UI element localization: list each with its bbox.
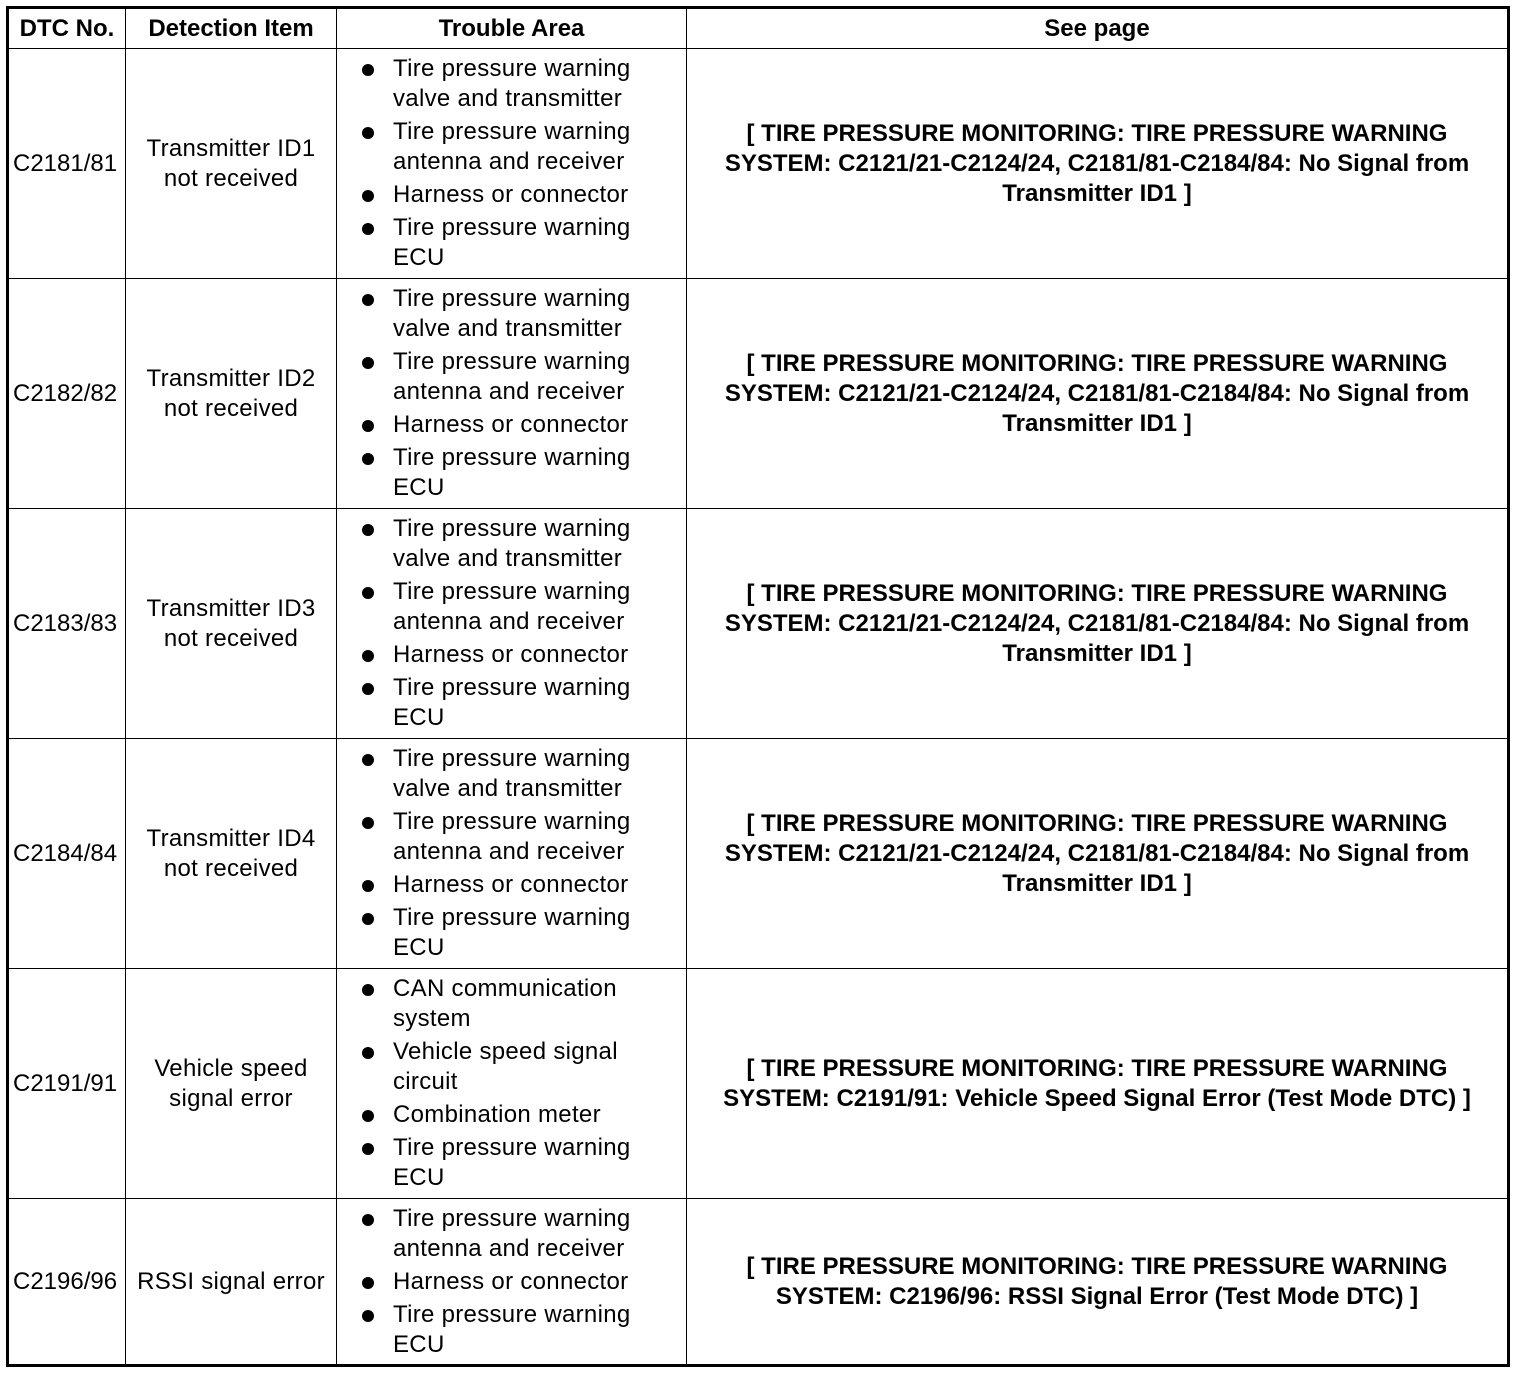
trouble-area-item: Tire pressure warning valve and transmitter bbox=[361, 744, 682, 804]
table-header bbox=[8, 8, 1509, 49]
trouble-area-item: Tire pressure warning ECU bbox=[361, 1133, 682, 1193]
dtc-code: C2184/84 bbox=[8, 739, 126, 969]
table-row bbox=[8, 509, 1509, 739]
trouble-area-list bbox=[361, 54, 682, 273]
detection-item: Transmitter ID3 not received bbox=[126, 509, 337, 739]
trouble-area bbox=[337, 49, 687, 279]
trouble-area-item: Tire pressure warning ECU bbox=[361, 903, 682, 963]
see-page-reference: [ TIRE PRESSURE MONITORING: TIRE PRESSURE WARNING SYSTEM: C2121/21-C2124/24, C2181/81-C2184/84: No Signal from Transmitter ID1 ] bbox=[687, 509, 1509, 739]
trouble-area-item: Tire pressure warning antenna and receiver bbox=[361, 577, 682, 637]
dtc-code: C2182/82 bbox=[8, 279, 126, 509]
see-page-reference: [ TIRE PRESSURE MONITORING: TIRE PRESSURE WARNING SYSTEM: C2121/21-C2124/24, C2181/81-C2184/84: No Signal from Transmitter ID1 ] bbox=[687, 739, 1509, 969]
trouble-area-item: CAN communication system bbox=[361, 974, 682, 1034]
trouble-area-item: Tire pressure warning antenna and receiver bbox=[361, 1204, 682, 1264]
trouble-area-list bbox=[361, 514, 682, 733]
trouble-area-item: Tire pressure warning valve and transmitter bbox=[361, 514, 682, 574]
trouble-area-item: Harness or connector bbox=[361, 410, 682, 440]
detection-item: Vehicle speed signal error bbox=[126, 969, 337, 1199]
detection-item: Transmitter ID4 not received bbox=[126, 739, 337, 969]
see-page-reference: [ TIRE PRESSURE MONITORING: TIRE PRESSURE WARNING SYSTEM: C2121/21-C2124/24, C2181/81-C2184/84: No Signal from Transmitter ID1 ] bbox=[687, 279, 1509, 509]
trouble-area-list bbox=[361, 744, 682, 963]
trouble-area-item: Tire pressure warning antenna and receiver bbox=[361, 117, 682, 177]
trouble-area-list bbox=[361, 284, 682, 503]
see-page-reference: [ TIRE PRESSURE MONITORING: TIRE PRESSURE WARNING SYSTEM: C2191/91: Vehicle Speed Signal Error (Test Mode DTC) ] bbox=[687, 969, 1509, 1199]
trouble-area-item: Tire pressure warning valve and transmitter bbox=[361, 284, 682, 344]
detection-item: Transmitter ID2 not received bbox=[126, 279, 337, 509]
trouble-area-list bbox=[361, 1204, 682, 1360]
detection-item: Transmitter ID1 not received bbox=[126, 49, 337, 279]
header-row bbox=[8, 8, 1509, 49]
trouble-area-list bbox=[361, 974, 682, 1193]
trouble-area-item: Tire pressure warning ECU bbox=[361, 443, 682, 503]
trouble-area-item: Tire pressure warning ECU bbox=[361, 213, 682, 273]
trouble-area-item: Tire pressure warning antenna and receiver bbox=[361, 347, 682, 407]
trouble-area-item: Combination meter bbox=[361, 1100, 682, 1130]
trouble-area-item: Vehicle speed signal circuit bbox=[361, 1037, 682, 1097]
header-trouble-area: Trouble Area bbox=[337, 8, 687, 49]
dtc-code: C2196/96 bbox=[8, 1199, 126, 1366]
trouble-area-item: Tire pressure warning valve and transmitter bbox=[361, 54, 682, 114]
table-row bbox=[8, 1199, 1509, 1366]
trouble-area-item: Tire pressure warning ECU bbox=[361, 1300, 682, 1360]
trouble-area-item: Tire pressure warning antenna and receiver bbox=[361, 807, 682, 867]
header-dtc-no: DTC No. bbox=[8, 8, 126, 49]
header-see-page: See page bbox=[687, 8, 1509, 49]
see-page-reference: [ TIRE PRESSURE MONITORING: TIRE PRESSURE WARNING SYSTEM: C2121/21-C2124/24, C2181/81-C2184/84: No Signal from Transmitter ID1 ] bbox=[687, 49, 1509, 279]
trouble-area-item: Harness or connector bbox=[361, 1267, 682, 1297]
trouble-area bbox=[337, 739, 687, 969]
detection-item: RSSI signal error bbox=[126, 1199, 337, 1366]
header-detection-item: Detection Item bbox=[126, 8, 337, 49]
dtc-code: C2183/83 bbox=[8, 509, 126, 739]
trouble-area bbox=[337, 969, 687, 1199]
trouble-area-item: Harness or connector bbox=[361, 870, 682, 900]
dtc-code: C2181/81 bbox=[8, 49, 126, 279]
trouble-area-item: Harness or connector bbox=[361, 640, 682, 670]
table-body bbox=[8, 49, 1509, 1366]
trouble-area bbox=[337, 509, 687, 739]
table-row bbox=[8, 969, 1509, 1199]
table-row bbox=[8, 49, 1509, 279]
dtc-code: C2191/91 bbox=[8, 969, 126, 1199]
see-page-reference: [ TIRE PRESSURE MONITORING: TIRE PRESSURE WARNING SYSTEM: C2196/96: RSSI Signal Error (Test Mode DTC) ] bbox=[687, 1199, 1509, 1366]
trouble-area-item: Tire pressure warning ECU bbox=[361, 673, 682, 733]
table-row bbox=[8, 739, 1509, 969]
trouble-area-item: Harness or connector bbox=[361, 180, 682, 210]
dtc-table bbox=[6, 6, 1510, 1367]
trouble-area bbox=[337, 279, 687, 509]
table-row bbox=[8, 279, 1509, 509]
trouble-area bbox=[337, 1199, 687, 1366]
